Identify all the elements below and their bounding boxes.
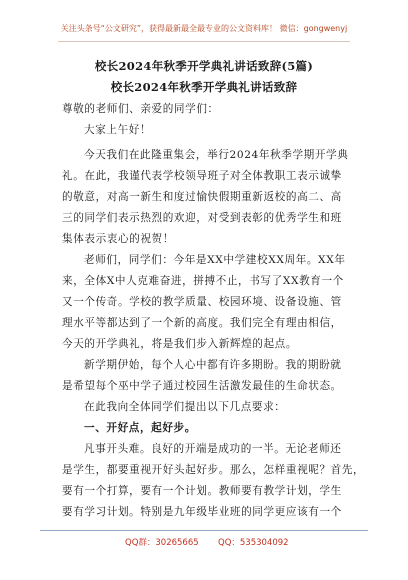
body-line: 老师们，同学们：今年是XX中学建校XX周年。XX年	[84, 254, 346, 266]
body-line: 礼。在此，我谨代表学校领导班子对全体教职工表示诚挚	[62, 170, 342, 182]
body-line: 理水平等都达到了一个新的高度。我们完全有理由相信，	[62, 317, 342, 329]
body-line: 尊敬的老师们、亲爱的同学们：	[62, 103, 219, 115]
body-line: 要有学习计划。特别是九年级毕业班的同学更应该有一个	[62, 506, 342, 518]
body-line: 今天的开学典礼，将是我们步入新辉煌的起点。	[62, 338, 298, 350]
body-line: 要有一个打算，要有一个计划。教师要有教学计划，学生	[62, 485, 342, 497]
document-subtitle: 校长2024年秋季开学典礼讲话致辞	[110, 80, 298, 94]
body-line: 大家上午好！	[84, 124, 152, 136]
body-line: 三的同学们表示热烈的欢迎，对受到表彰的优秀学生和班	[62, 212, 342, 224]
body-line: 今天我们在此隆重集会，举行2024年秋季学期开学典	[84, 149, 349, 161]
body-line: 来，全体X中人克难奋进，拼搏不止，书写了XX教育一个	[62, 275, 344, 287]
body-line: 又一个传奇。学校的教学质量、校园环境、设备设施、管	[62, 296, 342, 308]
header-divider	[58, 41, 350, 42]
footer-qq: QQ：535304092	[218, 538, 289, 548]
body-line: 凡事开头难。良好的开端是成功的一半。无论老师还	[84, 443, 342, 455]
body-line: 的敬意，对高一新生和度过愉快假期重新返校的高二、高	[62, 191, 342, 203]
header-banner: 关注头条号“公文研究”，获得最新最全最专业的公文资料库！ 微信：gongwenyj	[60, 24, 348, 33]
footer-qq-group: QQ群：30265665	[125, 538, 199, 548]
footer-divider	[40, 530, 368, 531]
body-line: 在此我向全体同学们提出以下几点要求：	[84, 401, 286, 413]
body-line: 新学期伊始，每个人心中都有许多期盼。我的期盼就	[84, 359, 342, 371]
body-line: 集体表示衷心的祝贺！	[62, 233, 174, 245]
body-line: 是学生，都要重视开好头起好步。那么，怎样重视呢？首先，	[62, 464, 365, 476]
body-line: 是希望每个巫中学子通过校园生活激发最佳的生命状态。	[62, 380, 342, 392]
document-title: 校长2024年秋季开学典礼讲话致辞(5篇)	[94, 59, 314, 73]
section-heading: 一、开好点，起好步。	[84, 422, 196, 434]
